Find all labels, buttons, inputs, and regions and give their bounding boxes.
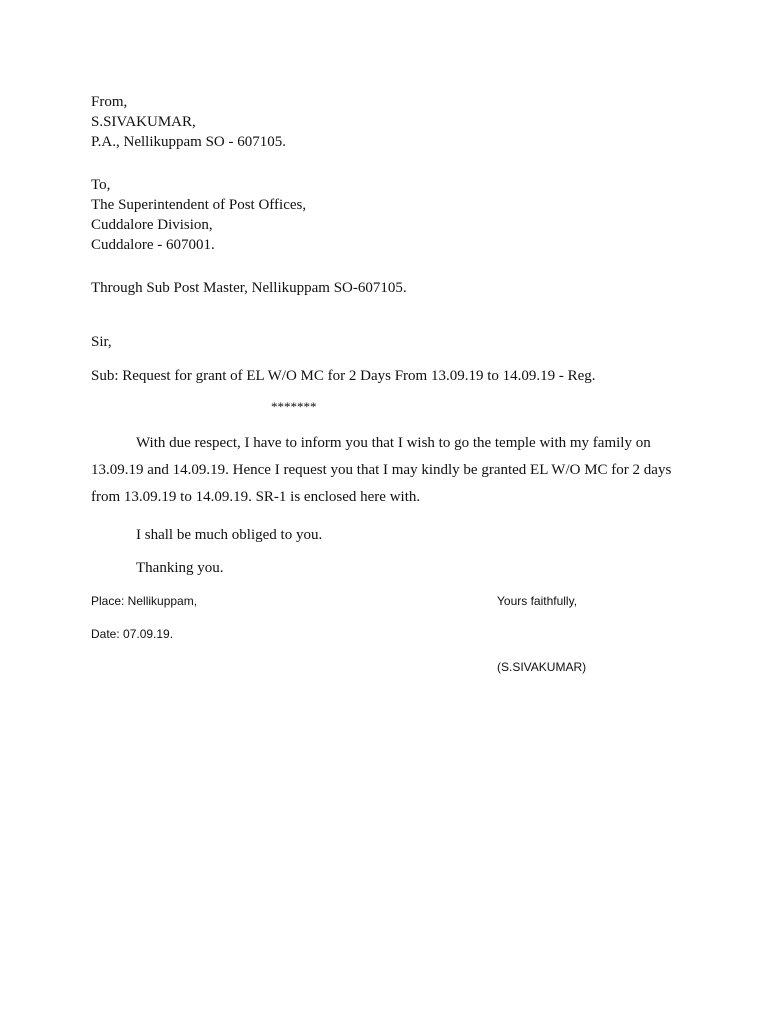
through-line: Through Sub Post Master, Nellikuppam SO-607105. <box>91 280 407 296</box>
recipient-line-2: Cuddalore Division, <box>91 217 213 233</box>
from-label: From, <box>91 94 128 110</box>
sender-address: P.A., Nellikuppam SO - 607105. <box>91 134 286 150</box>
obliged-line: I shall be much obliged to you. <box>136 527 323 543</box>
recipient-line-3: Cuddalore - 607001. <box>91 237 215 253</box>
to-block <box>91 175 306 255</box>
thanking-line: Thanking you. <box>136 560 224 576</box>
recipient-line-1: The Superintendent of Post Offices, <box>91 197 307 213</box>
salutation: Sir, <box>91 334 112 350</box>
date-line: Date: 07.09.19. <box>91 627 174 641</box>
signature-name: (S.SIVAKUMAR) <box>497 660 587 674</box>
closing-line: Yours faithfully, <box>497 594 578 608</box>
separator: ******* <box>271 399 317 414</box>
from-block <box>91 92 286 152</box>
body-line-1: With due respect, I have to inform you that I wish to go the temple with my family on <box>136 435 651 451</box>
sender-name: S.SIVAKUMAR, <box>91 114 196 130</box>
body-paragraph <box>91 430 691 511</box>
to-label: To, <box>91 177 111 193</box>
body-line-2: 13.09.19 and 14.09.19. Hence I request you that I may kindly be granted EL W/O MC for 2 days <box>91 462 672 478</box>
subject-line: Sub: Request for grant of EL W/O MC for 2 Days From 13.09.19 to 14.09.19 - Reg. <box>91 368 596 384</box>
body-line-3: from 13.09.19 to 14.09.19. SR-1 is enclosed here with. <box>91 489 421 505</box>
place-line: Place: Nellikuppam, <box>91 594 198 608</box>
